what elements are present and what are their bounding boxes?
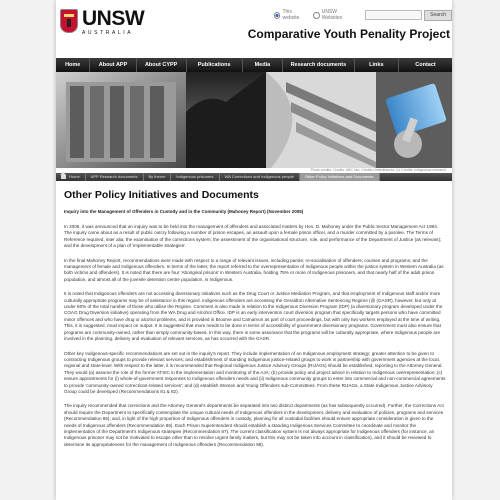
nav-item-about-cypp[interactable]: About CYPP [137, 58, 187, 72]
page-background-right [452, 0, 500, 500]
nav-item-contact[interactable]: Contact [415, 62, 436, 68]
unsw-logo[interactable] [60, 9, 144, 36]
main-nav [56, 58, 452, 72]
nav-item-links[interactable]: Links [355, 58, 399, 72]
search-area [274, 9, 452, 21]
nav-item-publications[interactable]: Publications [187, 58, 243, 72]
search-button[interactable]: Search [424, 10, 452, 21]
banner-caption: Photo credits: Credits: ABC Net, Credits Unitedfutures, (c) Credits: Indigenous research [310, 168, 446, 172]
page-background-left [0, 0, 56, 500]
breadcrumb-home-label: Home [69, 174, 80, 179]
page-container [56, 0, 452, 500]
logo-wordmark: UNSW [82, 7, 145, 30]
breadcrumb-item[interactable]: Indigenous prisoners [171, 173, 219, 181]
radio-this-website-label: This website [282, 9, 300, 21]
logo-text-block [82, 9, 144, 36]
radio-unsw-websites[interactable] [313, 12, 319, 19]
main-content [64, 189, 446, 456]
unsw-crest-icon [60, 9, 78, 33]
breadcrumb-item[interactable]: WA Corrections and Indigenous people [220, 173, 300, 181]
breadcrumb [56, 173, 452, 181]
breadcrumb-current: Other Policy Initiatives and Documents [300, 173, 380, 181]
page-title: Other Policy Initiatives and Documents [64, 189, 259, 201]
content-paragraph: In 2005, it was announced that an inquiry was to be held into the management of offenders and associated matters by Hon. D. Mahoney under the Public Sector Management Act 1994. The inquiry came about as a result of public outcry following a number of prison escapes, an assault upon a female prison officer, and a murder committed by a parolee. The Terms of Reference required, inter alia, the examination of the corrections system; the assessment of the organisational structure, role, and performance of the Department of Justice (as relevant); and the development of a plan of 'implementable strategies'. [64, 224, 442, 249]
nav-item-about-app[interactable]: About APP [90, 58, 136, 72]
content-paragraph: In the final Mahoney Report, recommendations were made with respect to a range of relevant issues, including parole; re-socialisation of offenders; courses and programs; and the management of female and Indigenous offenders. In terms of the latter, the report referred to the overrepresentation of Indigenous people within the justice system in Western Australia (as both victims and offenders). It is noted that there are four 'Aboriginal prisons' in Western Australia, holding 75% or more of Indigenous prisoners, and that nearly half of the adult prison population, and almost all of the juvenile detention centre population, is Indigenous. [64, 257, 444, 282]
search-input[interactable] [365, 10, 422, 20]
home-icon [61, 175, 66, 179]
content-paragraph: Other key Indigenous-specific recommendations are set out in the inquiry's report. They include implementation of an Indigenous employment strategy; greater attention to be given to contracting Indigenous groups to provide relevant services; and establishment of standing Indigenous justice-related groups to work in partnership with government agencies at the local, regional and state-level. With respect to the latter, it is recommended that Regional Indigenous Justice Advisory Groups (RIJAGs) should be established, reporting to the Attorney General. They would (a) assume the role of the former ATSIC in the implementation and monitoring of the AJA; (b) provide policy and project advice in relation to Indigenous overrepresentation; (c) ensure appointments for (i) whole-of-government responses to Indigenous offenders needs and (ii) Indigenous community groups to enter into commercial and non-commercial agreements to provide 'community-owned corrections-related services'; and (d) establish Women and Young Offenders sub-Committees. From these RIJAGs, a State Indigenous Justice Advisory Group could be developed (Recommendations 81 & 82). [64, 350, 446, 394]
breadcrumb-item[interactable]: APP Research documents [86, 173, 144, 181]
radio-this-website[interactable] [274, 12, 280, 19]
content-paragraph: The inquiry recommended that corrections and the Attorney General's departments be separated into two distinct departments (as has subsequently occurred). Further, the Corrections Act should require the Department to specifically contemplate the unique cultural needs of Indigenous offenders in the development, delivery and evaluation of policies, programs and services (Recommendation 85); and, in light of the high proportion of Indigenous offenders in custody, planning for all custodial facilities should ensure appropriate consideration is given to the needs of Indigenous offenders (Recommendation 86). Each Prison Superintendent should establish a standing Indigenous Services Committee to coordinate and monitor the implementation of the Department's Indigenous strategies (Recommendation 87). The current classification system is not always appropriate for Indigenous offenders (for instance, an Indigenous prisoner may not be motivated to escape other than to resolve urgent family matters, but this may not be taken into account in classification), and it should be reviewed to determine its appropriateness for the management of Indigenous offenders (Recommendation 88). [64, 403, 444, 447]
section-subheading: Inquiry into the Management of Offenders in Custody and in the Community (Mahoney Report) (November 2005) [64, 209, 304, 214]
breadcrumb-item[interactable]: By theme [144, 173, 172, 181]
nav-item-home[interactable]: Home [56, 58, 90, 72]
site-header [56, 0, 452, 58]
nav-item-media[interactable]: Media [243, 58, 283, 72]
radio-unsw-websites-label: UNSW Websites [321, 9, 343, 21]
site-title: Comparative Youth Penality Project [247, 27, 450, 41]
banner-collage-image [56, 72, 452, 168]
content-paragraph: It is noted that Indigenous offenders are not accessing diversionary initiatives such as the Drug Court or Justice Mediation Program, and that employment of Indigenous staff and/or more culturally appropriate programs may be of assistance in this regard. Indigenous offenders are accessing the Geraldton Alternative Sentencing Regime (@ (GASR), however, but only at under 50% of the total number of those who utilise the Regime. Comment is also made in relation to the Indigenous Diversion Program (IDP) (a diversionary program developed under the COAG Drug Diversion initiative) operating from the WA Drug and Alcohol Office. IDP is an early intervention court diversion program that specifically targets persons who have committed minor offences and who have drug or alcohol problems, and is provided in Broome and Carnarvon as part of court proceedings, but with only two workers employed at the time of writing. This, it is suggested, must impact on output. It is suggested that more needs to be done in terms of accessibility of government diversionary programs. Government must also ensure that programs are community-owned, rather than simply community-based. In this way, there is some assurance that the programs will be culturally appropriate, where Indigenous people are involved in the planning, delivery and evaluation of relevant services, as has occurred with the GASR. [64, 291, 443, 342]
nav-item-research-documents[interactable]: Research documents [283, 58, 355, 72]
logo-subtext: AUSTRALIA [82, 30, 134, 36]
banner-image [56, 72, 452, 168]
breadcrumb-home[interactable] [56, 173, 86, 181]
